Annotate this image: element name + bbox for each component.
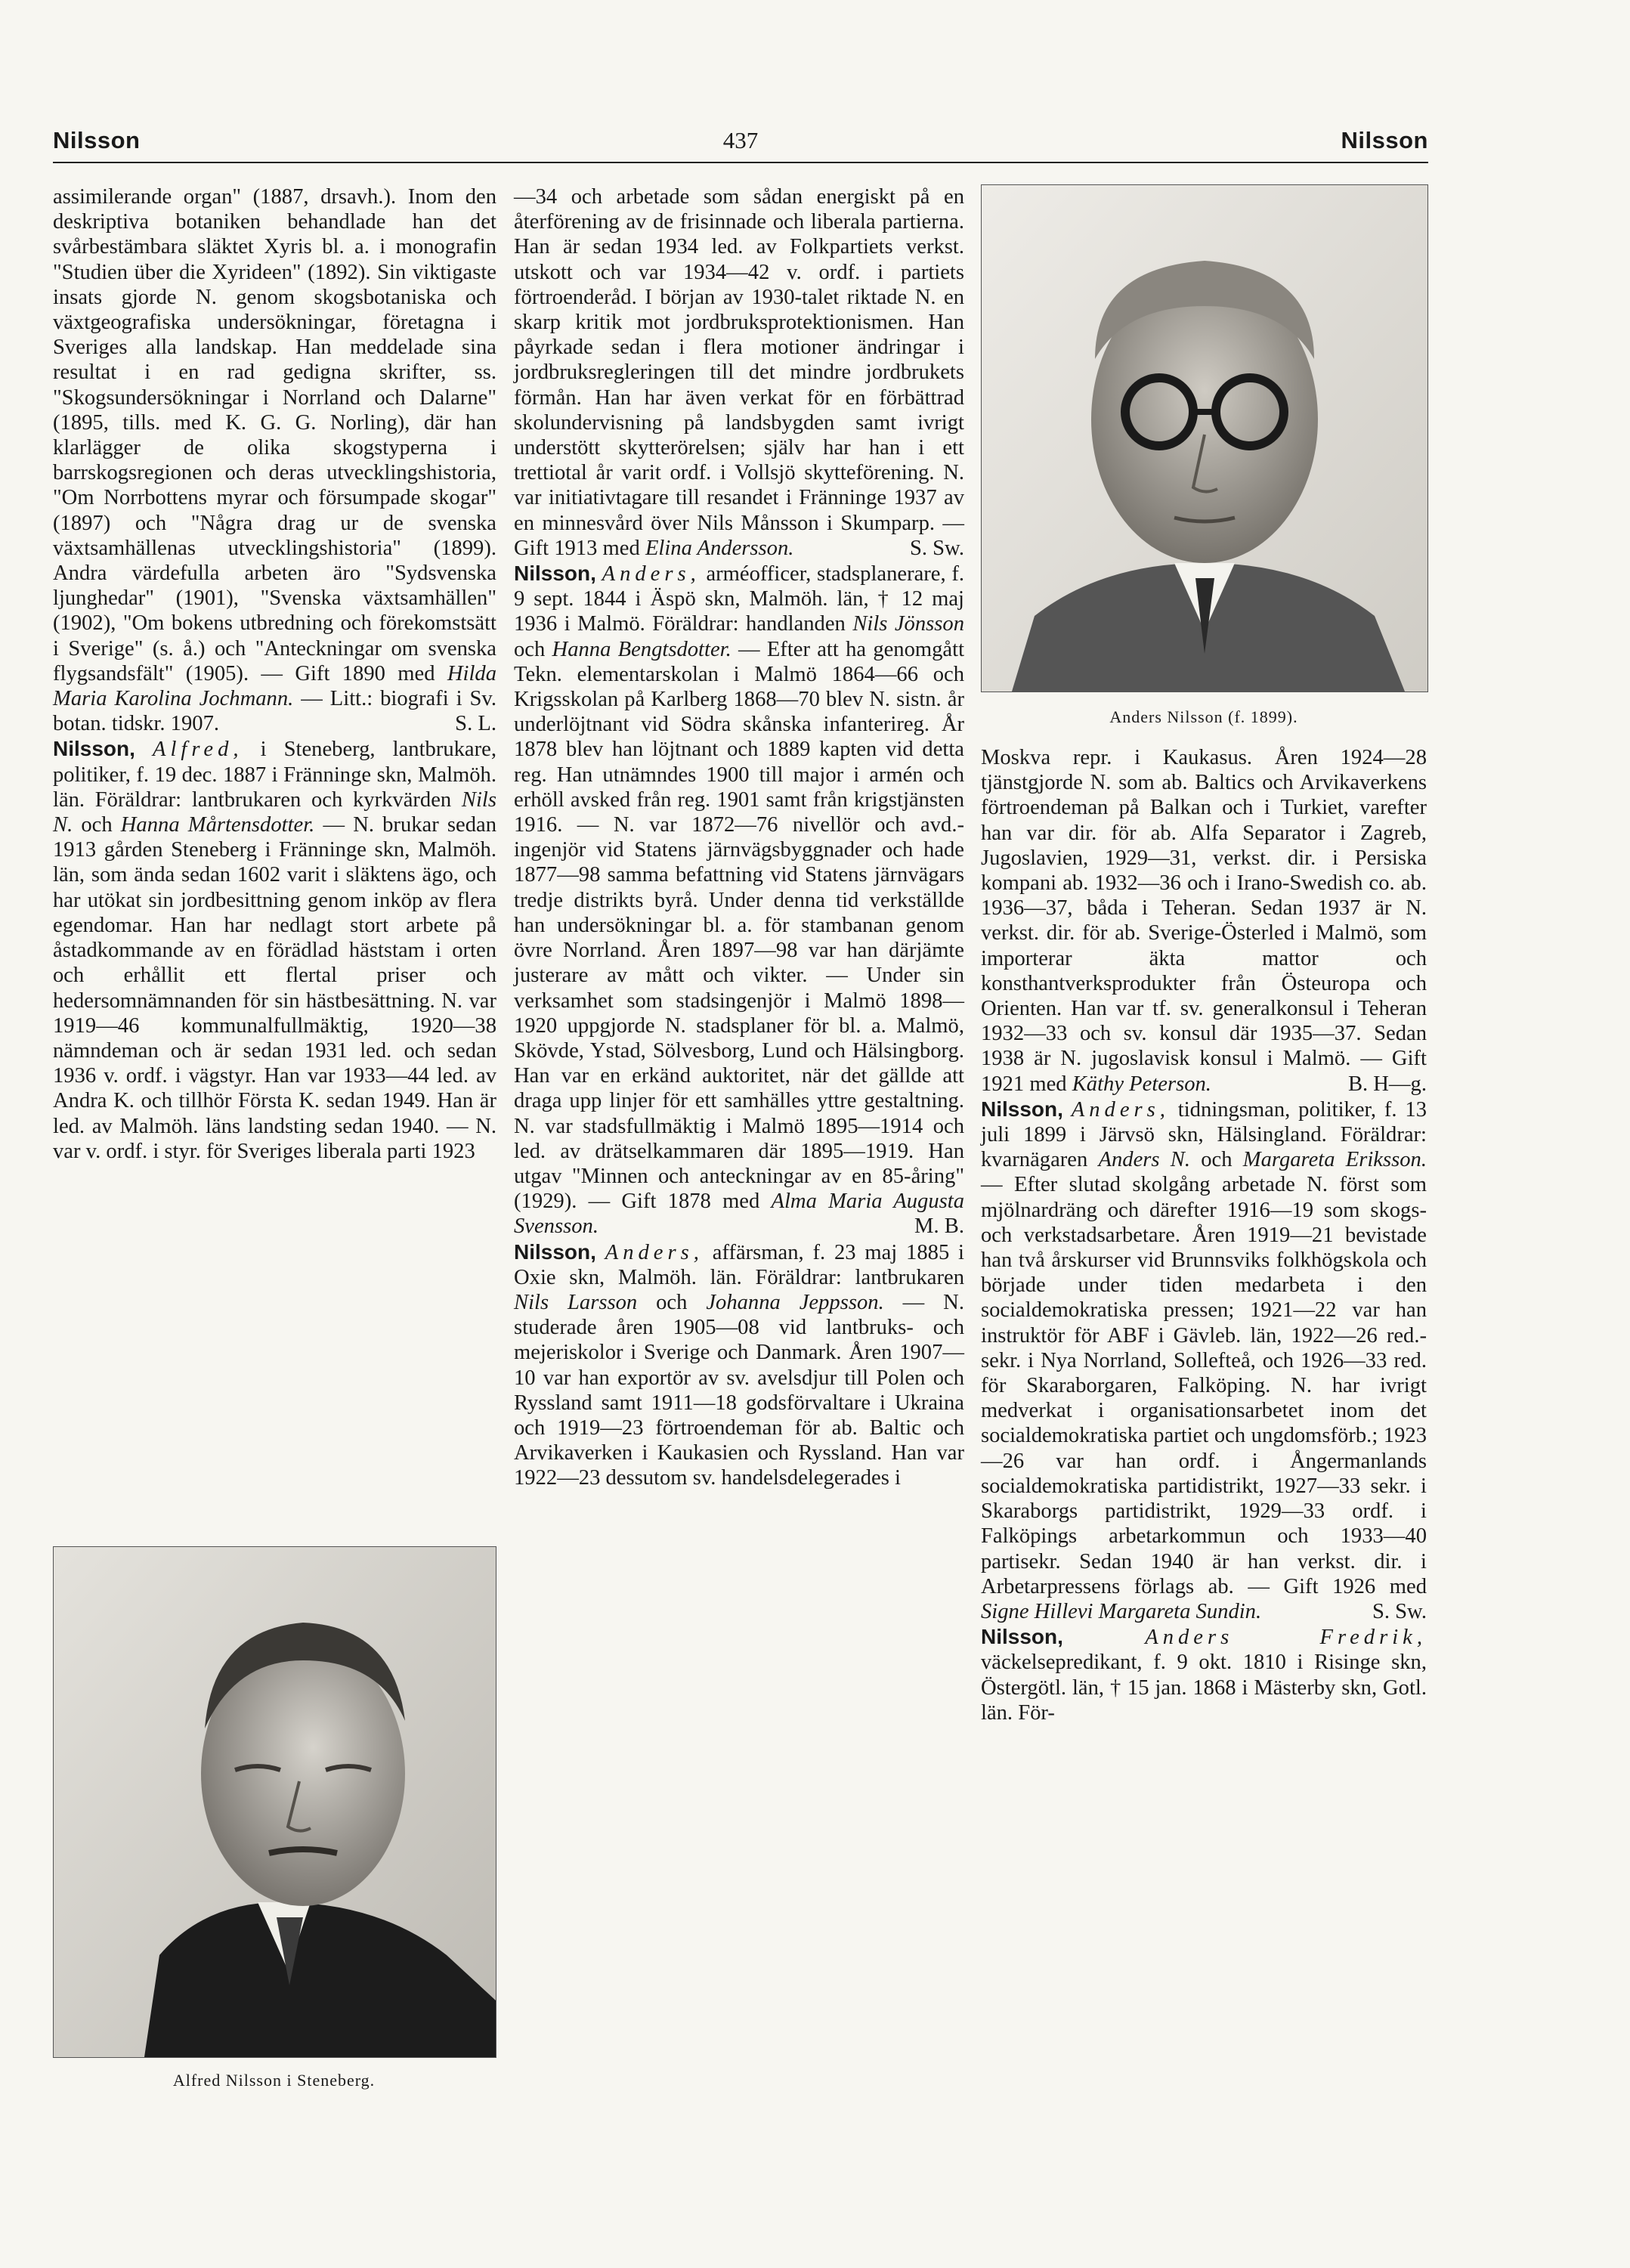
author-signature: S. Sw. bbox=[909, 536, 964, 560]
portrait-image bbox=[982, 185, 1427, 692]
entry-alfred-nilsson: Nilsson, Alfred, i Steneberg, lantbrukare, politiker, f. 19 dec. 1887 i Fränninge skn, Malmöh. län. Föräldrar: lantbrukaren och kyrkvärden Nils N. och Hanna Mårtensdotter. — N. brukar sedan 1913 gården Steneberg i Fränninge skn, Malmöh. län, som ända sedan 1602 varit i släktens ägo, och har utökat sin jordbesittning genom inköp av flera egendomar. Han har nedlagt stort arbete på åstadkommande av en förädlad häststam i orten och erhållit ett flertal priser och hedersomnämnanden för sin hästbesättning. N. var 1919—46 kommunalfullmäktig, 1920—38 nämndeman och är sedan 1931 led. och sedan 1936 v. ordf. i vägstyr. Han var 1933—44 led. av Andra K. och tillhör Första K. sedan 1949. Han är led. av Malmöh. läns landsting sedan 1940. — N. var v. ordf. i styr. för Sveriges liberala parti 1923 bbox=[53, 737, 496, 1163]
entry-continuation-alfred: —34 och arbetade som sådan energiskt på en återförening av de frisinnade och liberala partierna. Han är sedan 1934 led. av Folkpartiets verkst. utskott och var 1934—42 v. ordf. i partiets förtroenderåd. I början av 1930-talet riktade N. en skarp kritik mot jordbruksprotektionismen. Han påyrkade sedan i flera motioner ändringar i jordbruksregleringen till det mindre jordbrukets förmån. Han har även verkat för en förbättrad skolundervisning på landsbygden samt ivrigt understött skytterörelsen; själv har han i ett trettiotal år varit ordf. i Vollsjö skytteförening. N. var initiativtagare till resandet i Fränninge 1937 av en minnesvård över Nils Månsson i Skumparp. — Gift 1913 med Elina Andersson. S. Sw. bbox=[514, 185, 964, 560]
entry-given-name: Alfred, bbox=[152, 738, 243, 762]
photo-caption-alfred: Alfred Nilsson i Steneberg. bbox=[172, 2071, 376, 2090]
entry-given-name: Anders Fredrik, bbox=[1145, 1626, 1427, 1650]
entry-surname: Nilsson, bbox=[53, 737, 135, 761]
photo-caption-anders: Anders Nilsson (f. 1899). bbox=[1109, 707, 1298, 726]
column-1 bbox=[53, 184, 496, 1164]
entry-given-name: Anders, bbox=[605, 1240, 704, 1264]
author-signature: M. B. bbox=[914, 1214, 964, 1239]
header-left-name: Nilsson bbox=[53, 127, 141, 153]
entry-given-name: Anders, bbox=[1071, 1097, 1170, 1122]
entry-given-name: Anders, bbox=[602, 562, 701, 586]
portrait-alfred-nilsson bbox=[53, 1546, 496, 2058]
author-signature: B. H—g. bbox=[1347, 1072, 1427, 1096]
entry-surname: Nilsson, bbox=[514, 1239, 596, 1264]
author-signature: S. Sw. bbox=[1372, 1599, 1427, 1623]
portrait-anders-nilsson bbox=[981, 184, 1428, 692]
column-2 bbox=[514, 184, 964, 1491]
entry-anders-fredrik-nilsson: Nilsson, Anders Fredrik, väckelsepredikant, f. 9 okt. 1810 i Risinge skn, Östergötl. län, † 15 jan. 1868 i Mästerby skn, Gotl. län. För- bbox=[981, 1625, 1427, 1725]
author-signature: S. L. bbox=[455, 712, 496, 736]
entry-anders-nilsson-journalist: Nilsson, Anders, tidningsman, politiker, f. 13 juli 1899 i Järvsö skn, Hälsingland. Föräldrar: kvarnägaren Anders N. och Margareta Eriksson. — Efter slutad skolgång arbetade N. först som mjölnardräng och därefter 1916—19 som skogs- och verkstadsarbetare. Åren 1919—21 bevistade han två årskurser vid Brunnsviks folkhögskola och började under tiden medarbeta i den socialdemokratiska pressen; 1921—22 var han instruktör för ABF i Gävleb. län, 1922—26 red.-sekr. i Nya Norrland, Sollefteå, och 1926—33 red. för Skaraborgaren, Falköping. N. har ivrigt medverkat i organisationsarbetet inom det socialdemokratiska partiet och ungdomsförb.; 1923—26 var han ordf. i Ångermanlands socialdemokratiska partidistrikt, 1927—33 sekr. i Skaraborgs partidistrikt, 1929—33 ordf. i Falköpings arbetarkommun och 1933—40 partisekr. Sedan 1940 är han verkst. dir. i Arbetarpressens förlags ab. — Gift 1926 med Signe Hillevi Margareta Sundin. S. Sw. bbox=[981, 1097, 1427, 1623]
entry-continuation: assimilerande organ" (1887, drsavh.). Inom den deskriptiva botaniken behandlade han det svårbestämbara släktet Xyris bl. a. i monografin "Studien über die Xyrideen" (1892). Sin viktigaste insats gjorde N. genom skogsbotaniska och växtgeografiska undersökningar, företagna i Sveriges alla landskap. Han meddelade sina resultat i en rad gedigna skrifter, ss. "Skogsundersökningar i Norrland och Dalarne" (1895, tills. med K. G. G. Norling), där han klarlägger de olika skogstyperna i barrskogsregionen och deras utvecklingshistoria, "Om Norrbottens myrar och försumpade skogar" (1897) och "Några drag ur de svenska växtsamhällenas utvecklingshistoria" (1899). Andra värdefulla arbeten äro "Sydsvenska ljunghedar" (1901), "Svenska växtsamhällen" (1902), "Om bokens utbredning och förekomstsätt i Sverige" (s. å.) och "Anteckningar om svenska flygsandsfält" (1905). — Gift 1890 med Hilda Maria Karolina Jochmann. — Litt.: biografi i Sv. botan. tidskr. 1907. S. L. bbox=[53, 185, 496, 736]
entry-anders-nilsson-officer: Nilsson, Anders, arméofficer, stadsplanerare, f. 9 sept. 1844 i Äspö skn, Malmöh. län, † 12 maj 1936 i Malmö. Föräldrar: handlanden Nils Jönsson och Hanna Bengtsdotter. — Efter att ha genomgått Tekn. elementarskolan i Malmö 1864—66 och Krigsskolan på Karlberg 1868—70 blev N. sistn. år underlöjtnant vid Södra skånska infanterireg. År 1878 blev han löjtnant och 1889 kapten vid detta reg. Han utnämndes 1900 till major i armén och erhöll avsked från reg. 1901 samt från krigstjänsten 1916. — N. var 1872—76 nivellör och avd.-ingenjör vid Statens järnvägsbyggnader och hade 1877—98 samma befattning vid Statens järnvägars tredje distrikts byrå. Under denna tid verkställde han undersökningar bl. a. för stambanan genom övre Norrland. Åren 1897—98 var han därjämte justerare av mått och vikter. — Under sin verksamhet som stadsingenjör i Malmö 1898—1920 uppgjorde N. stadsplaner för bl. a. Malmö, Skövde, Ystad, Sölvesborg, Lund och Hälsingborg. Han var en erkänd auktoritet, när det gällde att draga upp linjer för ett samhälles yttre gestaltning. N. var stadsfullmäktig i Malmö 1895—1914 och led. av drätselkammaren där 1895—1919. Han utgav "Minnen och anteckningar av en 85-åring" (1929). — Gift 1878 med Alma Maria Augusta Svensson. M. B. bbox=[514, 562, 965, 1239]
entry-surname: Nilsson, bbox=[981, 1097, 1063, 1121]
portrait-image bbox=[54, 1547, 496, 2057]
header-rule bbox=[53, 162, 1428, 163]
entry-surname: Nilsson, bbox=[981, 1625, 1063, 1649]
running-header bbox=[53, 121, 1428, 159]
entry-continuation-businessman: Moskva repr. i Kaukasus. Åren 1924—28 tjänstgjorde N. som ab. Baltics och Arvikaverkens förtroendeman på Balkan och i Turkiet, varefter han var dir. för ab. Alfa Separator i Zagreb, Jugoslavien, 1929—31, verkst. dir. i Persiska kompani ab. 1932—36 och i Irano-Swedish co. ab. 1936—37, båda i Teheran. Sedan 1937 är N. verkst. dir. för ab. Sverige-Österled i Malmö, som importerar äkta mattor och konsthantverksprodukter från Östeuropa och Orienten. Han var tf. sv. generalkonsul i Teheran 1932—33 och sv. konsul där 1935—37. Sedan 1938 är N. jugoslavisk konsul i Malmö. — Gift 1921 med Käthy Peterson. B. H—g. bbox=[981, 746, 1427, 1096]
entry-surname: Nilsson, bbox=[514, 562, 596, 586]
spouse-name: Hilda Maria Karolina Jochmann. bbox=[53, 661, 496, 711]
header-right-name: Nilsson bbox=[1341, 127, 1428, 153]
entry-anders-nilsson-businessman: Nilsson, Anders, affärsman, f. 23 maj 1885 i Oxie skn, Malmöh. län. Föräldrar: lantbrukaren Nils Larsson och Johanna Jeppsson. — N. studerade åren 1905—08 vid lantbruks- och mejeriskolor i Sverige och Danmark. Åren 1907—10 var han exportör av sv. avelsdjur till Polen och Ryssland samt 1911—18 godsförvaltare i Ukraina och 1919—23 förtroendeman för ab. Baltic och Arvikaverken i Kaukasien och Ryssland. Han var 1922—23 dessutom sv. handelsdelegerades i bbox=[514, 1239, 964, 1490]
page-number: 437 bbox=[722, 127, 759, 153]
column-3 bbox=[981, 745, 1427, 1725]
